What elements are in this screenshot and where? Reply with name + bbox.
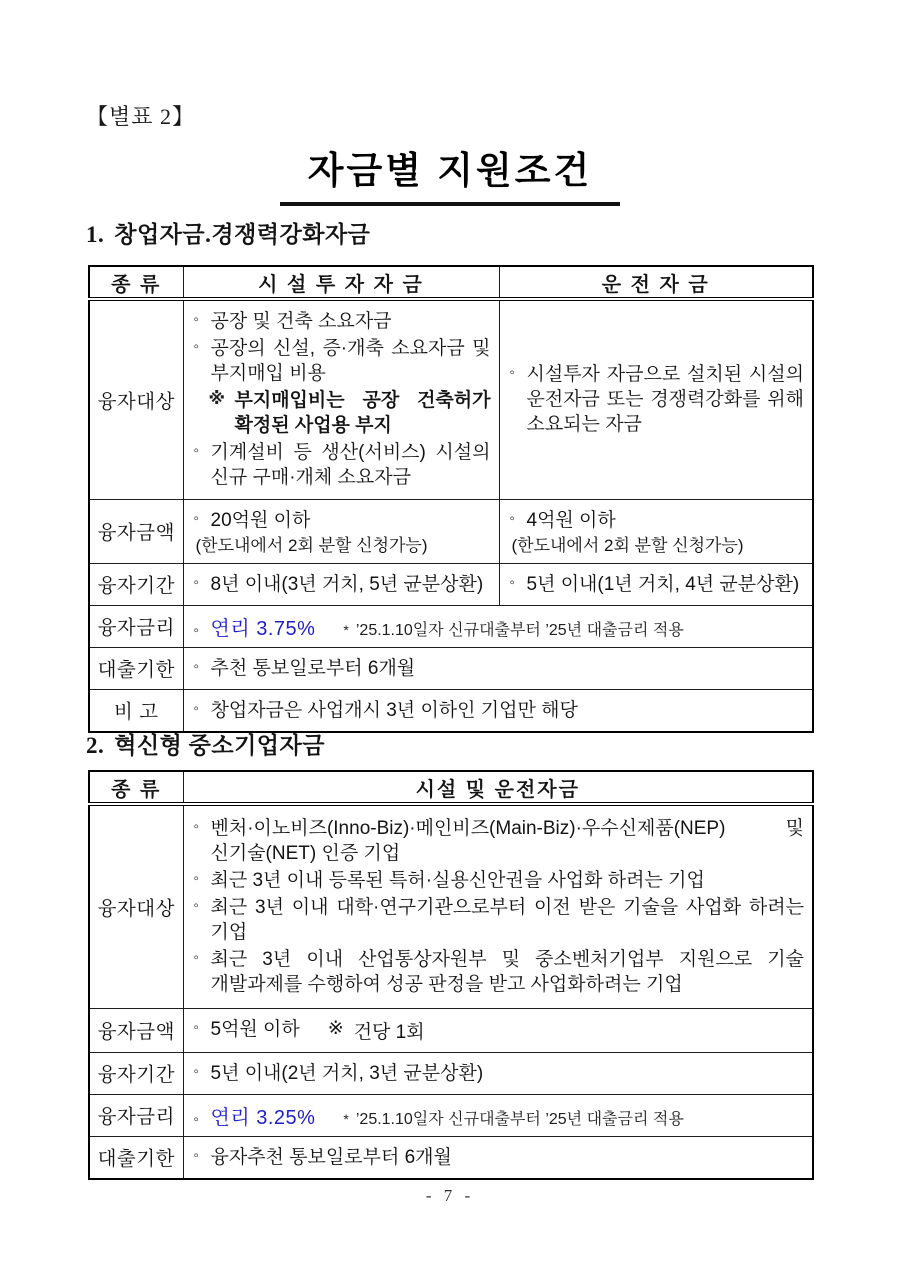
bullet-icon: ◦: [193, 657, 199, 675]
table2-cell-period: [183, 1052, 813, 1094]
list-item: ◦ 8년 이내(3년 거치, 5년 균분상환): [193, 573, 484, 595]
table1-label-remarks: 비 고: [89, 689, 183, 732]
table2-label-loan-deadline: 대출기한: [89, 1136, 183, 1179]
list-item: ◦ 추천 통보일로부터 6개월: [193, 657, 416, 679]
list-item: ◦ 최근 3년 이내 등록된 특허·실용신안권을 사업화 하려는 기업: [193, 870, 705, 892]
table1-label-loan-rate: 융자금리: [89, 605, 183, 647]
table1-cell-target-working: [499, 299, 813, 499]
table2-label-loan-rate: 융자금리: [89, 1094, 183, 1136]
table1-row-loan-period: [89, 563, 813, 605]
table1-row-loan-amount: [89, 499, 813, 563]
bullet-icon: ◦: [193, 1018, 199, 1036]
table1-cell-period-working: [499, 563, 813, 605]
table2-cell-deadline: [183, 1136, 813, 1179]
bullet-icon: ◦: [193, 1110, 199, 1128]
list-item: ◦ 5년 이내(2년 거치, 3년 균분상환): [193, 1062, 484, 1084]
asterisk-icon: *: [343, 621, 349, 638]
bullet-icon: ◦: [193, 1146, 199, 1164]
table1-label-loan-deadline: 대출기한: [89, 647, 183, 689]
table2-row-loan-target: [89, 804, 813, 1008]
rate-line: [194, 612, 805, 641]
list-item-note: ※ 부지매입비는 공장 건축허가 확정된 사업용 부지: [208, 389, 491, 437]
table1-label-loan-target: 융자대상: [89, 299, 183, 499]
section-2-heading: [86, 727, 325, 760]
table-startup-competitiveness-funds: [88, 265, 814, 733]
section-2-title: 혁신형 중소기업자금: [114, 733, 325, 758]
reference-mark-icon: ※: [208, 389, 226, 409]
asterisk-icon: *: [343, 1110, 349, 1127]
bullet-icon: ◦: [509, 509, 515, 527]
list-item: ◦ 5년 이내(1년 거치, 4년 균분상환): [509, 573, 800, 595]
table2-cell-target: [183, 804, 813, 1008]
bullet-icon: ◦: [193, 338, 199, 356]
list-item: ◦ 5억원 이하 ※ 건당 1회: [193, 1017, 425, 1043]
table1-header-row: [89, 266, 813, 299]
table2-label-loan-amount: 융자금액: [89, 1008, 183, 1052]
table1-header-type: 종 류: [89, 266, 183, 299]
title-wrap: [0, 140, 900, 206]
table1-label-loan-period: 융자기간: [89, 563, 183, 605]
page-title: 자금별 지원조건: [280, 140, 620, 206]
amount-sub-note: (한도내에서 2회 분할 신청가능): [195, 535, 428, 555]
bullet-icon: ◦: [193, 442, 199, 460]
interest-rate-value: 연리 3.25%: [210, 1106, 316, 1129]
reference-mark-icon: ※: [327, 1017, 344, 1039]
table2-label-loan-target: 융자대상: [89, 804, 183, 1008]
table1-cell-amount-facility: [183, 499, 499, 563]
table1-cell-target-facility: [183, 299, 499, 499]
table2-row-loan-rate: [89, 1094, 813, 1136]
rate-note: * ’25.1.10일자 신규대출부터 ’25년 대출금리 적용: [343, 621, 684, 639]
list-item: ◦ 기계설비 등 생산(서비스) 시설의 신규 구매·개체 소요자금: [193, 442, 491, 489]
list-item: ◦ 20억원 이하: [193, 509, 311, 531]
table1-cell-deadline: [183, 647, 813, 689]
bullet-icon: ◦: [193, 817, 199, 835]
bullet-icon: ◦: [193, 897, 199, 915]
table2-cell-rate: [183, 1094, 813, 1136]
table1-row-loan-deadline: [89, 647, 813, 689]
bullet-icon: ◦: [193, 949, 199, 967]
table1-row-remarks: [89, 689, 813, 732]
amount-note: 건당 1회: [353, 1021, 425, 1043]
bullet-icon: ◦: [193, 311, 199, 328]
table2-cell-amount: [183, 1008, 813, 1052]
section-2-number: 2.: [86, 733, 105, 758]
table2-row-loan-period: [89, 1052, 813, 1094]
list-item: ◦ 4억원 이하: [509, 509, 616, 531]
table1-row-loan-rate: [89, 605, 813, 647]
table1-label-loan-amount: 융자금액: [89, 499, 183, 563]
list-item: ◦ 시설투자 자금으로 설치된 시설의 운전자금 또는 경쟁력강화를 위해 소요되는 자금: [509, 364, 804, 436]
table2-header-row: [89, 771, 813, 804]
annex-label: 【별표 2】: [86, 104, 196, 129]
list-item: ◦ 융자추천 통보일로부터 6개월: [193, 1146, 452, 1168]
table1-cell-amount-working: [499, 499, 813, 563]
table1-row-loan-target: [89, 299, 813, 499]
list-item: ◦ 창업자금은 사업개시 3년 이하인 기업만 해당: [193, 699, 578, 721]
table1-cell-rate: [183, 605, 813, 647]
bullet-icon: ◦: [193, 1062, 199, 1080]
bullet-icon: ◦: [193, 699, 199, 717]
list-item: ◦ 공장 및 건축 소요자금: [193, 311, 392, 332]
table2-header-type: 종 류: [89, 771, 183, 804]
bullet-icon: ◦: [193, 573, 199, 591]
table2-row-loan-amount: [89, 1008, 813, 1052]
section-1-heading: [86, 216, 370, 249]
table1-header-facility: 시 설 투 자 자 금: [183, 266, 499, 299]
table2-header-main: 시설 및 운전자금: [183, 771, 813, 804]
bullet-icon: ◦: [193, 509, 199, 527]
amount-sub-note: (한도내에서 2회 분할 신청가능): [511, 535, 744, 555]
list-item: ◦ 공장의 신설, 증·개축 소요자금 및 부지매입 비용: [193, 338, 491, 385]
rate-line: [194, 1101, 805, 1130]
table1-cell-remarks: [183, 689, 813, 732]
section-1-number: 1.: [86, 222, 105, 247]
page-number: - 7 -: [425, 1186, 475, 1205]
bullet-icon: ◦: [509, 573, 515, 591]
table2-row-loan-deadline: [89, 1136, 813, 1179]
table1-cell-period-facility: [183, 563, 499, 605]
bullet-icon: ◦: [193, 870, 199, 888]
bullet-icon: ◦: [509, 364, 515, 382]
bullet-icon: ◦: [193, 621, 199, 639]
rate-note: * ’25.1.10일자 신규대출부터 ’25년 대출금리 적용: [343, 1110, 684, 1128]
list-item: ◦ 최근 3년 이내 산업통상자원부 및 중소벤처기업부 지원으로 기술 개발과제를 수행하여 성공 판정을 받고 사업화하려는 기업: [193, 949, 804, 996]
table2-label-loan-period: 융자기간: [89, 1052, 183, 1094]
table1-header-working: 운 전 자 금: [499, 266, 813, 299]
list-item: ◦ 최근 3년 이내 대학·연구기관으로부터 이전 받은 기술을 사업화 하려는 기업: [193, 897, 804, 944]
interest-rate-value: 연리 3.75%: [210, 617, 316, 640]
list-item: ◦ 벤처·이노비즈(Inno-Biz)·메인비즈(Main-Biz)·우수신제품(NEP) 및 신기술(NET) 인증 기업: [193, 817, 804, 865]
table-innovative-sme-funds: [88, 770, 814, 1180]
section-1-title: 창업자금.경쟁력강화자금: [114, 222, 371, 247]
